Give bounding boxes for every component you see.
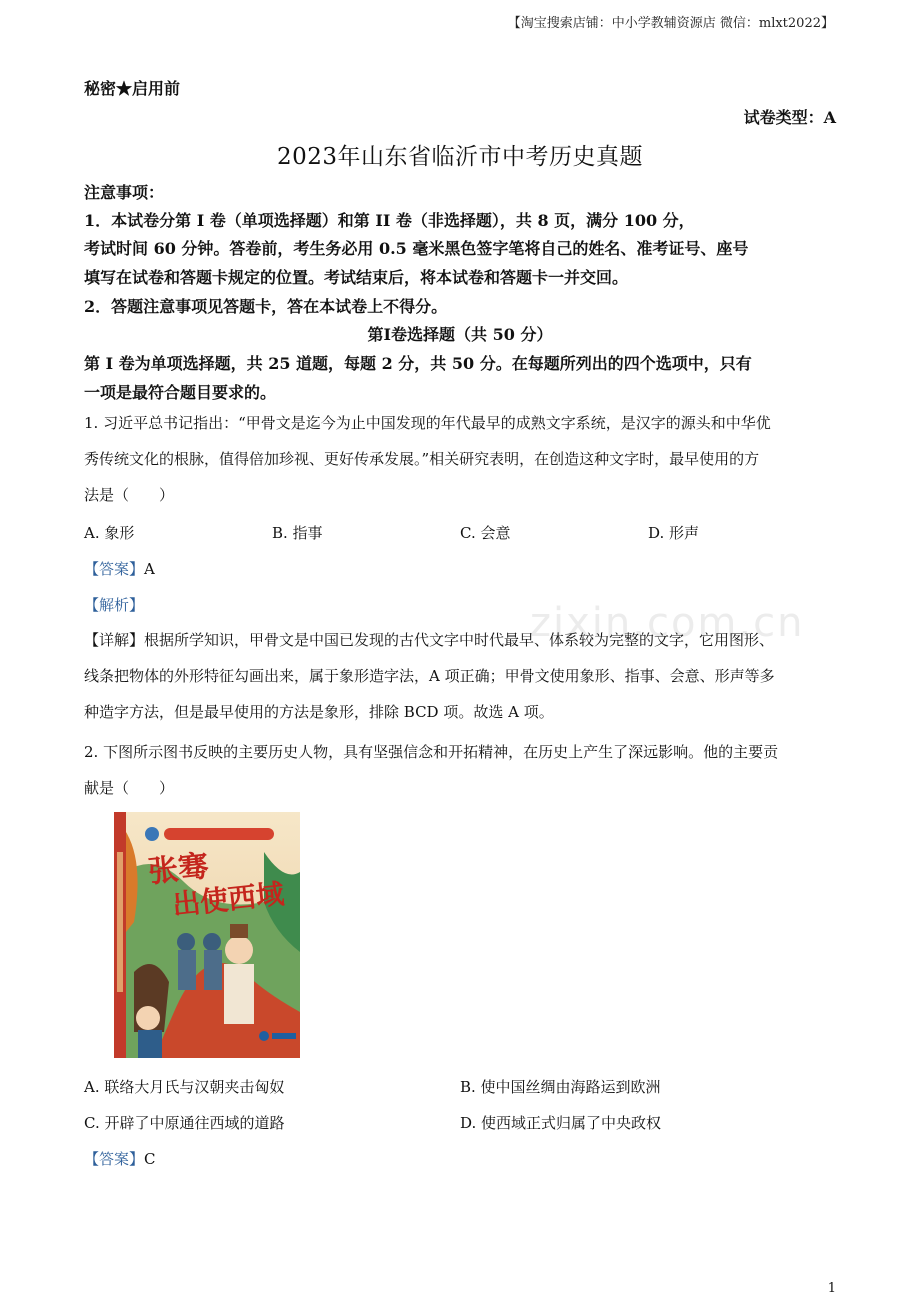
q1-detail-a: 【详解】根据所学知识，甲骨文是中国已发现的古代文字中时代最早、体系较为完整的文字，它用图形、 (84, 631, 775, 649)
section-title: 第Ⅰ卷选择题（共 50 分） (367, 325, 553, 344)
section-desc-a: 第 I 卷为单项选择题，共 25 道题，每题 2 分，共 50 分。在每题所列出的四个选项中，只有 (84, 354, 752, 373)
notice-line-1c: 填写在试卷和答题卡规定的位置。考试结束后，将本试卷和答题卡一并交回。 (84, 268, 629, 287)
confidential-label: 秘密★启用前 (84, 79, 181, 98)
q1-detail-b: 线条把物体的外形特征勾画出来，属于象形造字法，A 项正确；甲骨文使用象形、指事、会意、形声等多 (84, 667, 775, 685)
q2-option-b: B. 使中国丝绸由海路运到欧洲 (460, 1078, 661, 1096)
q1-stem-a: 1. 习近平总书记指出：“甲骨文是迄今为止中国发现的年代最早的成熟文字系统，是汉字的源头和中华优 (84, 414, 771, 432)
paper-type: 试卷类型：A (743, 108, 836, 127)
page-number: 1 (827, 1281, 836, 1296)
q2-option-d: D. 使西域正式归属了中央政权 (460, 1114, 662, 1132)
question-1 (84, 405, 836, 513)
q1-answer (84, 558, 155, 579)
answer-tag: 【答案】 (84, 1150, 145, 1168)
section-desc-b: 一项是最符合题目要求的。 (84, 383, 277, 402)
q2-answer (84, 1148, 156, 1169)
watermark: zixin.com.cn (530, 600, 805, 646)
notice-line-1a: 1．本试卷分第 I 卷（单项选择题）和第 II 卷（非选择题），共 8 页，满分 100 分， (84, 211, 695, 230)
notice-heading: 注意事项： (84, 183, 165, 202)
q1-option-a: A. 象形 (84, 524, 135, 542)
analysis-tag: 【解析】 (84, 596, 145, 614)
book-cover-image (114, 812, 300, 1058)
q2-stem-b: 献是（ ） (84, 779, 175, 797)
answer-tag: 【答案】 (84, 560, 145, 578)
question-2 (84, 734, 836, 806)
q1-detail-c: 种造字方法，但是最早使用的方法是象形，排除 BCD 项。故选 A 项。 (84, 703, 554, 721)
header-note: 【淘宝搜索店铺：中小学教辅资源店 微信：mlxt2022】 (507, 16, 834, 31)
page-title: 2023年山东省临沂市中考历史真题 (276, 144, 644, 170)
q1-detail (84, 622, 836, 730)
q1-stem-b: 秀传统文化的根脉，值得倍加珍视、更好传承发展。”相关研究表明，在创造这种文字时，最早使用的方 (84, 450, 760, 468)
notice-line-2: 2．答题注意事项见答题卡，答在本试卷上不得分。 (84, 297, 448, 316)
q1-option-d: D. 形声 (648, 524, 700, 542)
q1-option-c: C. 会意 (460, 524, 511, 542)
answer-value: A (144, 560, 155, 578)
q1-stem-c: 法是（ ） (84, 486, 175, 504)
answer-value: C (144, 1150, 156, 1168)
notice-line-1b: 考试时间 60 分钟。答卷前，考生务必用 0.5 毫米黑色签字笔将自己的姓名、准考证号、座号 (84, 239, 749, 258)
book-title-line-2: 出使西域 (170, 877, 286, 922)
q1-option-b: B. 指事 (272, 524, 323, 542)
book-title-line-1: 张骞 (146, 848, 211, 891)
q2-stem-a: 2. 下图所示图书反映的主要历史人物，具有坚强信念和开拓精神，在历史上产生了深远影响。他的主要贡 (84, 743, 779, 761)
q2-option-c: C. 开辟了中原通往西域的道路 (84, 1114, 285, 1132)
q2-option-a: A. 联络大月氏与汉朝夹击匈奴 (84, 1078, 285, 1096)
